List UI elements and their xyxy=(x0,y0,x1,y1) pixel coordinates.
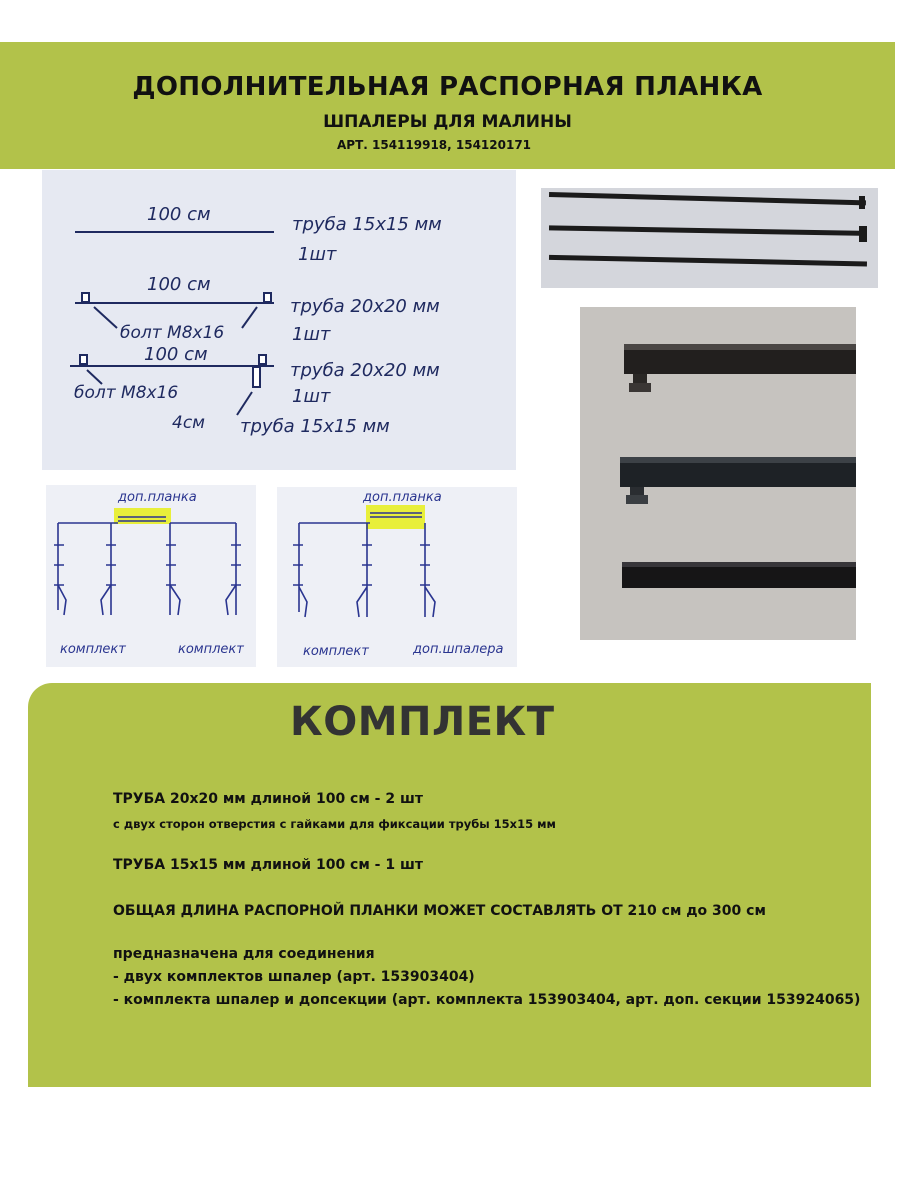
diagram-left xyxy=(46,485,256,667)
sketch-label-2: труба 20х20 мм xyxy=(290,296,440,317)
sketch-bolt-2: болт М8х16 xyxy=(120,323,225,343)
sketch-label-4: труба 15х15 мм xyxy=(240,416,390,437)
page-subtitle: ШПАЛЕРЫ ДЛЯ МАЛИНЫ xyxy=(323,112,572,132)
kit-line-5: предназначена для соединения xyxy=(113,946,375,962)
article-numbers: АРТ. 154119918, 154120171 xyxy=(337,138,532,152)
kit-line-6: - двух комплектов шпалер (арт. 153903404) xyxy=(113,969,475,985)
diagram-left-right-label: комплект xyxy=(178,642,244,657)
kit-section xyxy=(28,683,871,1087)
sketch-label-3: труба 20х20 мм xyxy=(290,360,440,381)
sketch-label-1: труба 15х15 мм xyxy=(292,214,442,235)
parts-sketch xyxy=(42,170,516,470)
diagram-right-photo xyxy=(277,487,517,667)
sketch-qty-2: 1шт xyxy=(292,324,331,345)
parts-sketch-photo xyxy=(42,170,516,470)
diagram-left-top-label: доп.планка xyxy=(118,490,197,505)
diagram-left-left-label: комплект xyxy=(60,642,126,657)
tubes-photo xyxy=(541,188,878,288)
sketch-length-1: 100 см xyxy=(147,204,211,225)
tubes-closeup-image xyxy=(580,307,856,640)
sketch-qty-3: 1шт xyxy=(292,386,331,407)
kit-heading: КОМПЛЕКТ xyxy=(290,699,555,745)
kit-line-4: ОБЩАЯ ДЛИНА РАСПОРНОЙ ПЛАНКИ МОЖЕТ СОСТАВЛЯТЬ ОТ 210 см до 300 см xyxy=(113,903,766,919)
kit-line-2: с двух сторон отверстия с гайками для фиксации трубы 15х15 мм xyxy=(113,817,556,831)
page-title: ДОПОЛНИТЕЛЬНАЯ РАСПОРНАЯ ПЛАНКА xyxy=(132,72,763,102)
diagram-left-photo xyxy=(46,485,256,667)
sketch-length-2: 100 см xyxy=(147,274,211,295)
tubes-image xyxy=(541,188,878,288)
kit-line-3: ТРУБА 15х15 мм длиной 100 см - 1 шт xyxy=(113,857,423,873)
diagram-right-top-label: доп.планка xyxy=(363,490,442,505)
sketch-length-3: 100 см xyxy=(144,344,208,365)
kit-line-1: ТРУБА 20х20 мм длиной 100 см - 2 шт xyxy=(113,791,423,807)
sketch-size-4: 4см xyxy=(172,413,205,433)
diagram-right-right-label: доп.шпалера xyxy=(413,642,504,657)
sketch-qty-1: 1шт xyxy=(298,244,337,265)
diagram-right xyxy=(277,487,517,667)
header-banner xyxy=(0,42,895,169)
kit-line-7: - комплекта шпалер и допсекции (арт. комплекта 153903404, арт. доп. секции 153924065) xyxy=(113,992,861,1008)
sketch-bolt-3: болт М8х16 xyxy=(74,383,179,403)
tubes-closeup-photo xyxy=(580,307,856,640)
diagram-right-left-label: комплект xyxy=(303,644,369,659)
